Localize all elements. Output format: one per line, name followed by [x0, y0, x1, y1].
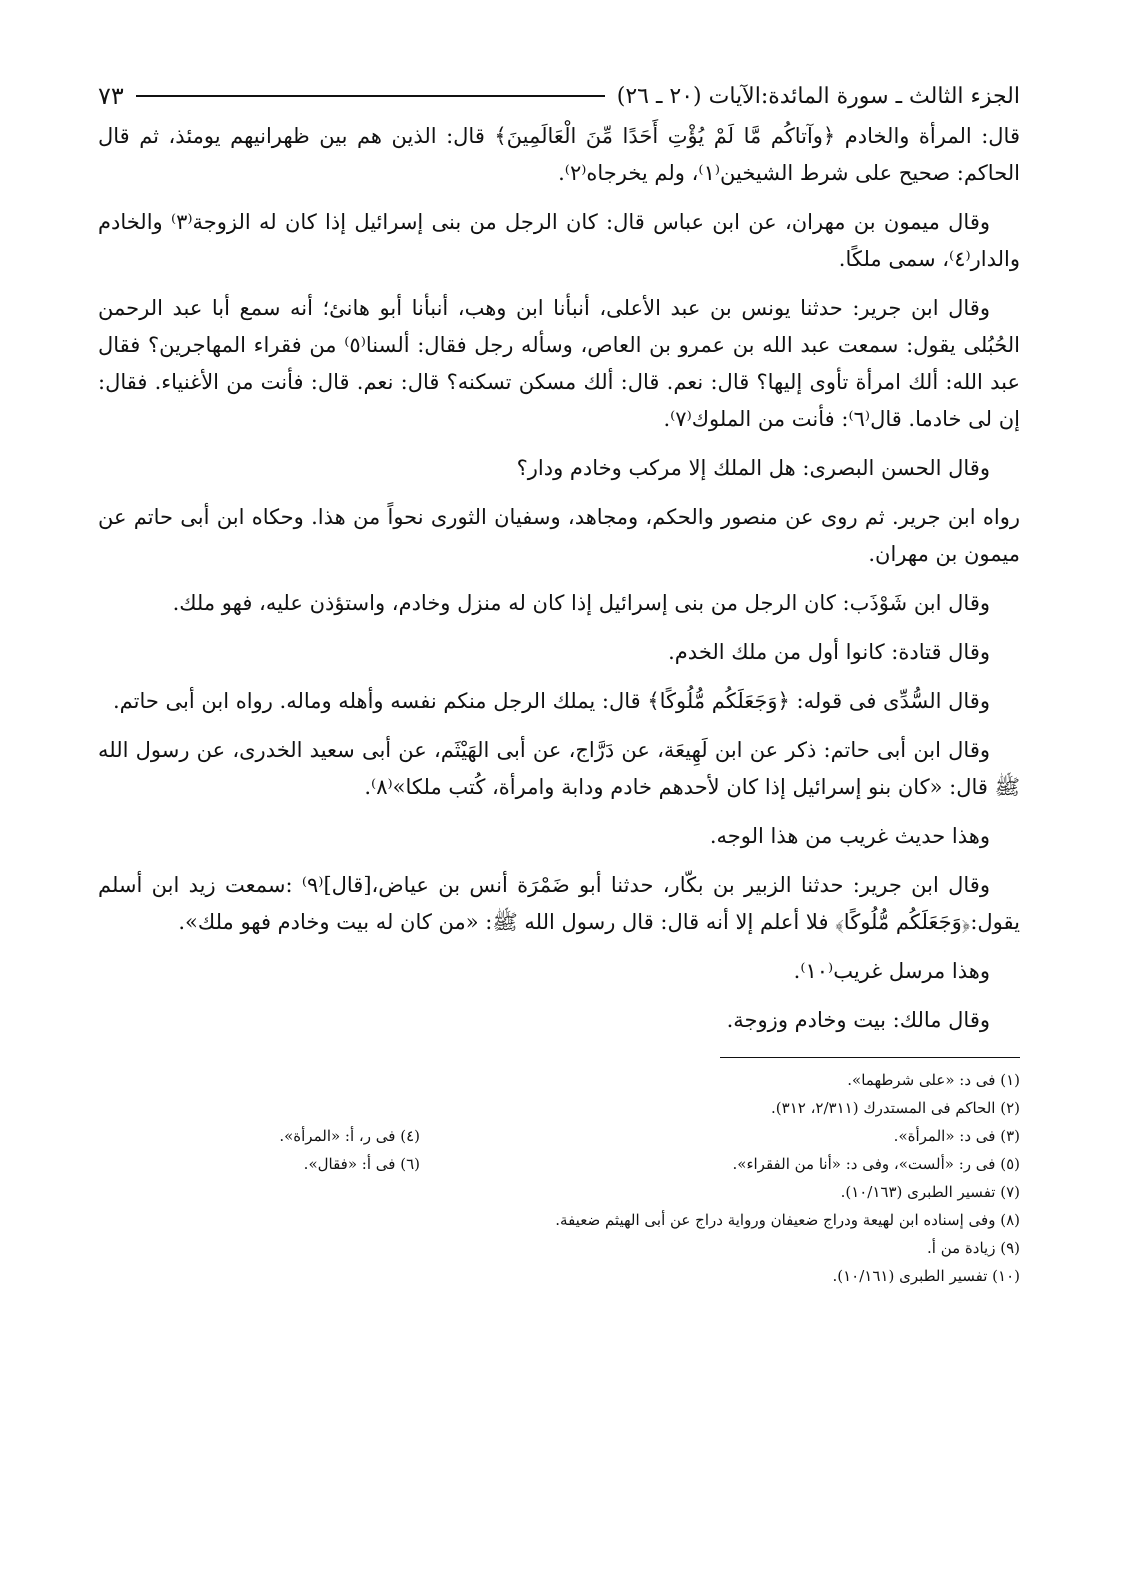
footnote: (١) فى د: «على شرطهما».	[847, 1071, 1020, 1089]
footnote-row	[98, 1206, 1020, 1234]
paragraph: وقال ميمون بن مهران، عن ابن عباس قال: كان الرجل من بنى إسرائيل إذا كان له الزوجة⁽٣⁾ والخادم والدار⁽٤⁾، سمى ملكًا.	[98, 210, 1020, 271]
main-text	[98, 118, 1020, 1039]
footnote: (٥) فى ر: «ألست»، وفى د: «أنا من الفقراء».	[732, 1155, 1020, 1173]
footnote-row	[98, 1234, 1020, 1262]
footnote-row	[98, 1178, 1020, 1206]
paragraph: وهذا مرسل غريب⁽١٠⁾.	[793, 959, 990, 983]
footnote-row	[98, 1150, 1020, 1178]
footnote-row	[98, 1122, 1020, 1150]
footnote-row	[98, 1066, 1020, 1094]
footnote-separator	[720, 1057, 1020, 1058]
paragraph: وقال قتادة: كانوا أول من ملك الخدم.	[668, 640, 990, 664]
footnote-row	[98, 1094, 1020, 1122]
header-title: الجزء الثالث ـ سورة المائدة:الآيات (٢٠ ـ ٢٦)	[616, 83, 1020, 109]
footnote: (١٠) تفسير الطبرى (١٠/١٦١).	[832, 1267, 1020, 1285]
paragraph: وقال الحسن البصرى: هل الملك إلا مركب وخادم ودار؟	[516, 456, 990, 480]
paragraph: وقال ابن جرير: حدثنا الزبير بن بكّار، حدثنا أبو ضَمْرَة أنس بن عياض،[قال]⁽٩⁾ :سمعت زيد ابن أسلم يقول:﴿وَجَعَلَكُم مُّلُوكًا﴾ فلا أعلم إلا أنه قال: قال رسول الله ﷺ: «من كان له بيت وخادم فهو ملك».	[98, 873, 1020, 934]
footnote: (٨) وفى إسناده ابن لهيعة ودراج ضعيفان ورواية دراج عن أبى الهيثم ضعيفة.	[555, 1211, 1020, 1229]
footnote: (٢) الحاكم فى المستدرك (٢/٣١١، ٣١٢).	[771, 1099, 1020, 1117]
paragraph: وقال ابن شَوْذَب: كان الرجل من بنى إسرائيل إذا كان له منزل وخادم، واستؤذن عليه، فهو ملك.	[172, 591, 990, 615]
paragraph: وقال ابن جرير: حدثنا يونس بن عبد الأعلى، أنبأنا ابن وهب، أنبأنا أبو هانئ؛ أنه سمع أبا عبد الرحمن الحُبُلى يقول: سمعت عبد الله بن عمرو بن العاص، وسأله رجل فقال: ألسنا⁽٥⁾ من فقراء المهاجرين؟ فقال عبد الله: ألك امرأة تأوى إليها؟ قال: نعم. قال: ألك مسكن تسكنه؟ قال: نعم. قال: فأنت من الأغنياء. فقال: إن لى خادما. قال⁽٦⁾: فأنت من الملوك⁽٧⁾.	[98, 296, 1020, 431]
paragraph: وقال مالك: بيت وخادم وزوجة.	[726, 1008, 990, 1032]
paragraph: وقال السُّدِّى فى قوله: ﴿وَجَعَلَكُم مُّلُوكًا﴾ قال: يملك الرجل منكم نفسه وأهله وماله. رواه ابن أبى حاتم.	[112, 689, 990, 713]
footnote: (٤) فى ر، أ: «المرأة».	[279, 1127, 420, 1145]
page-number: ٧٣	[98, 82, 124, 110]
paragraph: وقال ابن أبى حاتم: ذكر عن ابن لَهِيعَة، عن دَرَّاج، عن أبى الهَيْثَم، عن أبى سعيد الخدرى، عن رسول الله ﷺ قال: «كان بنو إسرائيل إذا كان لأحدهم خادم ودابة وامرأة، كُتب ملكا»⁽٨⁾.	[98, 738, 1020, 799]
footnote: (٧) تفسير الطبرى (١٠/١٦٣).	[840, 1183, 1020, 1201]
paragraph: قال: المرأة والخادم ﴿وآتاكُم مَّا لَمْ يُؤْتِ أَحَدًا مِّنَ الْعَالَمِينَ﴾ قال: الذين هم بين ظهرانيهم يومئذ، ثم قال الحاكم: صحيح على شرط الشيخين⁽١⁾، ولم يخرجاه⁽٢⁾.	[98, 124, 1020, 185]
paragraph: وهذا حديث غريب من هذا الوجه.	[709, 824, 990, 848]
footnote: (٦) فى أ: «فقال».	[303, 1155, 420, 1173]
footnote-row	[98, 1262, 1020, 1290]
page-body	[98, 78, 1020, 1290]
running-header	[98, 78, 1020, 114]
header-rule	[136, 95, 605, 97]
paragraph: رواه ابن جرير. ثم روى عن منصور والحكم، ومجاهد، وسفيان الثورى نحواً من هذا. وحكاه ابن أبى حاتم عن ميمون بن مهران.	[98, 505, 1020, 566]
footnotes	[98, 1066, 1020, 1290]
footnote: (٩) زيادة من أ.	[927, 1239, 1020, 1257]
footnote: (٣) فى د: «المرأة».	[893, 1127, 1020, 1145]
